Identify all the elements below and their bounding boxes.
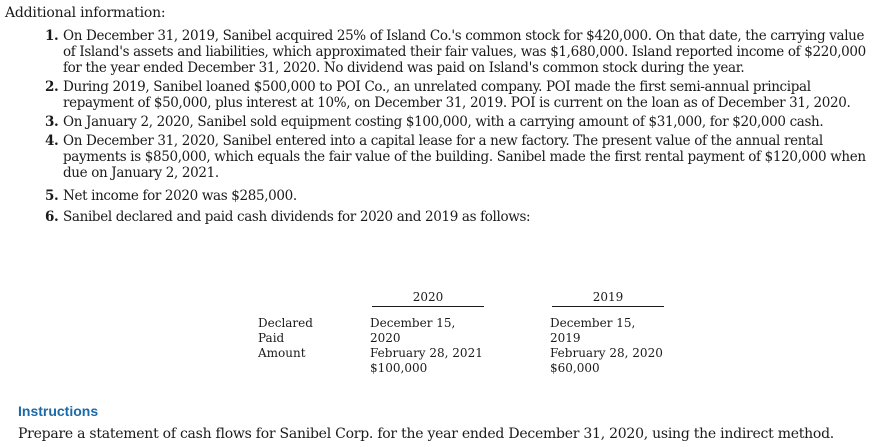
item-text: Net income for 2020 was $285,000.: [63, 188, 297, 204]
list-item: [18, 114, 868, 130]
dividends-table: [0, 288, 877, 375]
list-item: [18, 209, 868, 225]
cell-2019-paid: February 28, 2020: [550, 346, 663, 360]
item-number: 1.: [45, 28, 59, 44]
additional-info-list: [18, 28, 868, 228]
instructions-heading: Instructions: [18, 403, 99, 419]
list-item: [18, 133, 868, 181]
dividends-row-labels: [258, 316, 313, 361]
row-label-paid: Paid: [258, 331, 285, 345]
column-header-2019: 2019: [552, 288, 664, 307]
item-text: Sanibel declared and paid cash dividends for 2020 and 2019 as follows:: [63, 209, 531, 225]
item-text: On December 31, 2019, Sanibel acquired 25% of Island Co.'s common stock for $420,000. On that date, the carrying value of Island's assets and liabilities, which approximated their fair values, was $1,680,000. Island reported income of $220,000 for the year ended December 31, 2020. No dividend was paid on Island's common stock during the year.: [63, 28, 866, 76]
item-number: 6.: [45, 209, 59, 225]
item-number: 2.: [45, 79, 59, 95]
column-header-2020: 2020: [372, 288, 484, 307]
list-item: [18, 28, 868, 76]
item-number: 4.: [45, 133, 59, 149]
dividends-column-2020: [368, 288, 488, 376]
list-item: [18, 188, 868, 204]
item-number: 3.: [45, 114, 59, 130]
row-label-amount: Amount: [258, 346, 306, 360]
section-heading: Additional information:: [5, 5, 166, 21]
cell-2020-amount: $100,000: [370, 361, 428, 375]
item-number: 5.: [45, 188, 59, 204]
item-text: On December 31, 2020, Sanibel entered into a capital lease for a new factory. The present value of the annual rental payments is $850,000, which equals the fair value of the building. Sanibel made the first rental payment of $120,000 when due on January 2, 2021.: [63, 133, 866, 181]
cell-2019-declared: December 15, 2019: [550, 316, 636, 345]
dividends-column-2019: [548, 288, 668, 376]
item-text: On January 2, 2020, Sanibel sold equipment costing $100,000, with a carrying amount of $31,000, for $20,000 cash.: [63, 114, 824, 130]
row-label-declared: Declared: [258, 316, 313, 330]
list-item: [18, 79, 868, 111]
cell-2020-paid: February 28, 2021: [370, 346, 483, 360]
instructions-text: Prepare a statement of cash flows for Sanibel Corp. for the year ended December 31, 2020, using the indirect method.: [18, 426, 834, 442]
cell-2019-amount: $60,000: [550, 361, 600, 375]
item-text: During 2019, Sanibel loaned $500,000 to POI Co., an unrelated company. POI made the first semi-annual principal repayment of $50,000, plus interest at 10%, on December 31, 2019. POI is current on the loan as of December 31, 2020.: [63, 79, 851, 111]
cell-2020-declared: December 15, 2020: [370, 316, 456, 345]
